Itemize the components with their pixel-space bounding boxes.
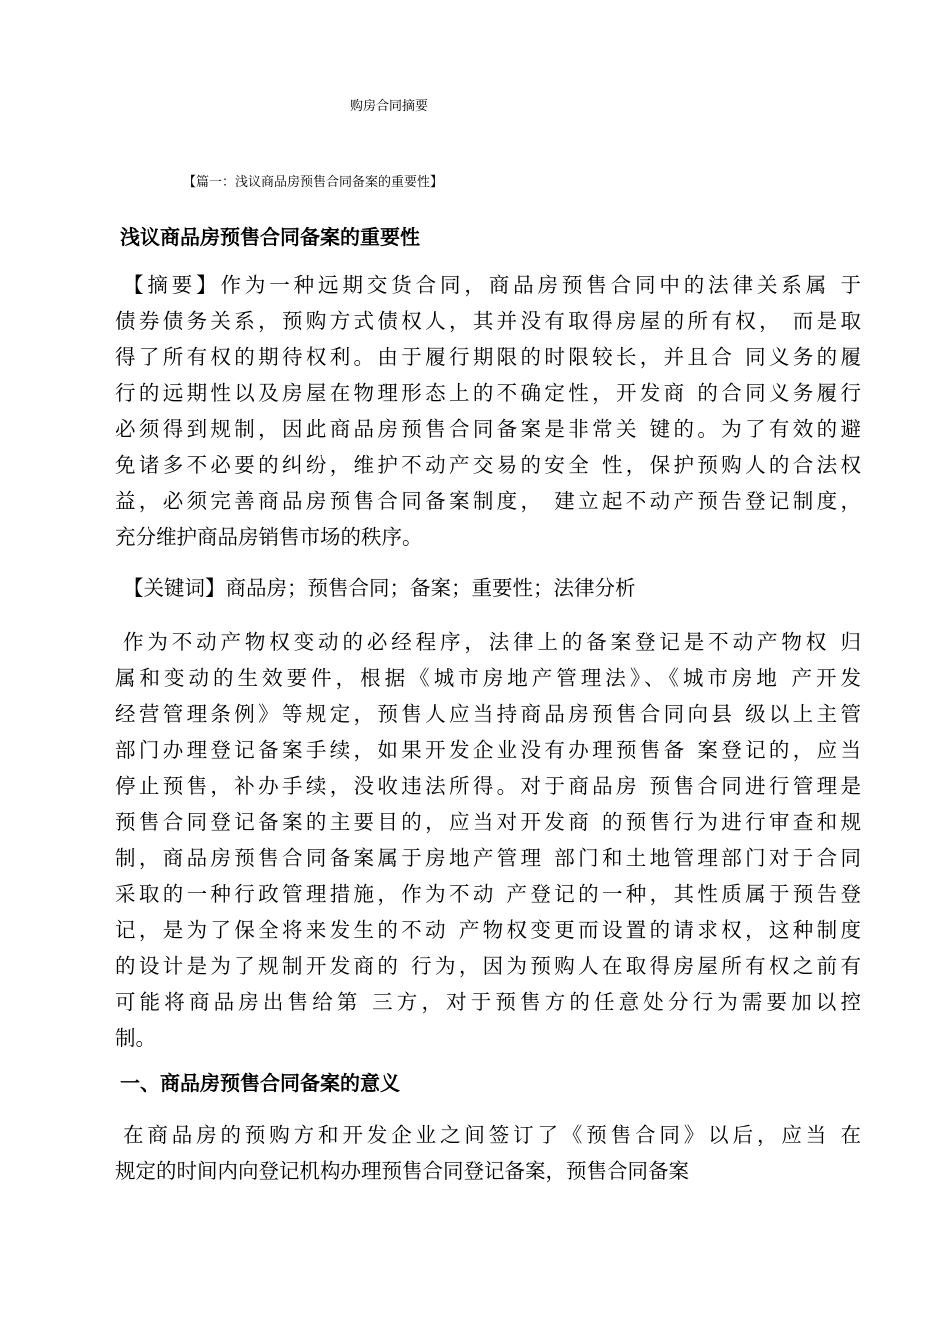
body-line: 规定的时间内向登记机构办理预售合同登记备案，预售合同备案 — [115, 1159, 689, 1183]
body-line: 属和变动的生效要件，根据《城市房地产管理法》、《城市房地 产开发 — [115, 666, 861, 690]
body-line: 制，商品房预售合同备案属于房地产管理 部门和土地管理部门对于合同 — [115, 846, 861, 870]
body-line: 采取的一种行政管理措施，作为不动 产登记的一种，其性质属于预告登 — [115, 882, 861, 906]
body-line: 可能将商品房出售给第 三方，对于预售方的任意处分行为需要加以控 — [115, 990, 861, 1014]
body-line: 停止预售，补办手续，没收违法所得。对于商品房 预售合同进行管理是 — [115, 774, 861, 798]
abstract-line: 【摘要】作为一种远期交货合同，商品房预售合同中的法律关系属 于 — [123, 273, 861, 297]
section-heading: 一、商品房预售合同备案的意义 — [120, 1071, 400, 1095]
body-line: 部门办理登记备案手续，如果开发企业没有办理预售备 案登记的，应当 — [115, 738, 861, 762]
abstract-line: 益，必须完善商品房预售合同备案制度， 建立起不动产预告登记制度， — [115, 489, 861, 513]
abstract-paragraph — [115, 267, 861, 555]
section-tag: 【篇一：浅议商品房预售合同备案的重要性】 — [183, 175, 444, 190]
body-line: 作为不动产物权变动的必经程序，法律上的备案登记是不动产物权 归 — [123, 630, 861, 654]
body-line: 经营管理条例》等规定，预售人应当持商品房预售合同向县 级以上主管 — [115, 702, 861, 726]
abstract-line: 必须得到规制，因此商品房预售合同备案是非常关 键的。为了有效的避 — [115, 417, 861, 441]
abstract-line: 充分维护商品房销售市场的秩序。 — [115, 525, 423, 549]
body-paragraph-2 — [115, 1117, 861, 1189]
abstract-line: 债券债务关系，预购方式债权人，其并没有取得房屋的所有权， 而是取 — [115, 309, 861, 333]
abstract-line: 行的远期性以及房屋在物理形态上的不确定性，开发商 的合同义务履行 — [115, 381, 861, 405]
keywords-paragraph — [115, 570, 861, 606]
body-paragraph-1 — [115, 624, 861, 1056]
body-line: 记，是为了保全将来发生的不动 产物权变更而设置的请求权，这种制度 — [115, 918, 861, 942]
keywords-line: 【关键词】商品房；预售合同；备案；重要性；法律分析 — [123, 576, 636, 600]
article-title: 浅议商品房预售合同备案的重要性 — [120, 225, 420, 249]
abstract-line: 得了所有权的期待权利。由于履行期限的时限较长，并且合 同义务的履 — [115, 345, 861, 369]
body-line: 在商品房的预购方和开发企业之间签订了《预售合同》以后，应当 在 — [123, 1123, 861, 1147]
abstract-line: 免诸多不必要的纠纷，维护不动产交易的安全 性，保护预购人的合法权 — [115, 453, 861, 477]
document-title: 购房合同摘要 — [350, 99, 429, 114]
body-line: 预售合同登记备案的主要目的，应当对开发商 的预售行为进行审查和规 — [115, 810, 861, 834]
body-line: 的设计是为了规制开发商的 行为，因为预购人在取得房屋所有权之前有 — [115, 954, 861, 978]
body-line: 制。 — [115, 1026, 156, 1050]
